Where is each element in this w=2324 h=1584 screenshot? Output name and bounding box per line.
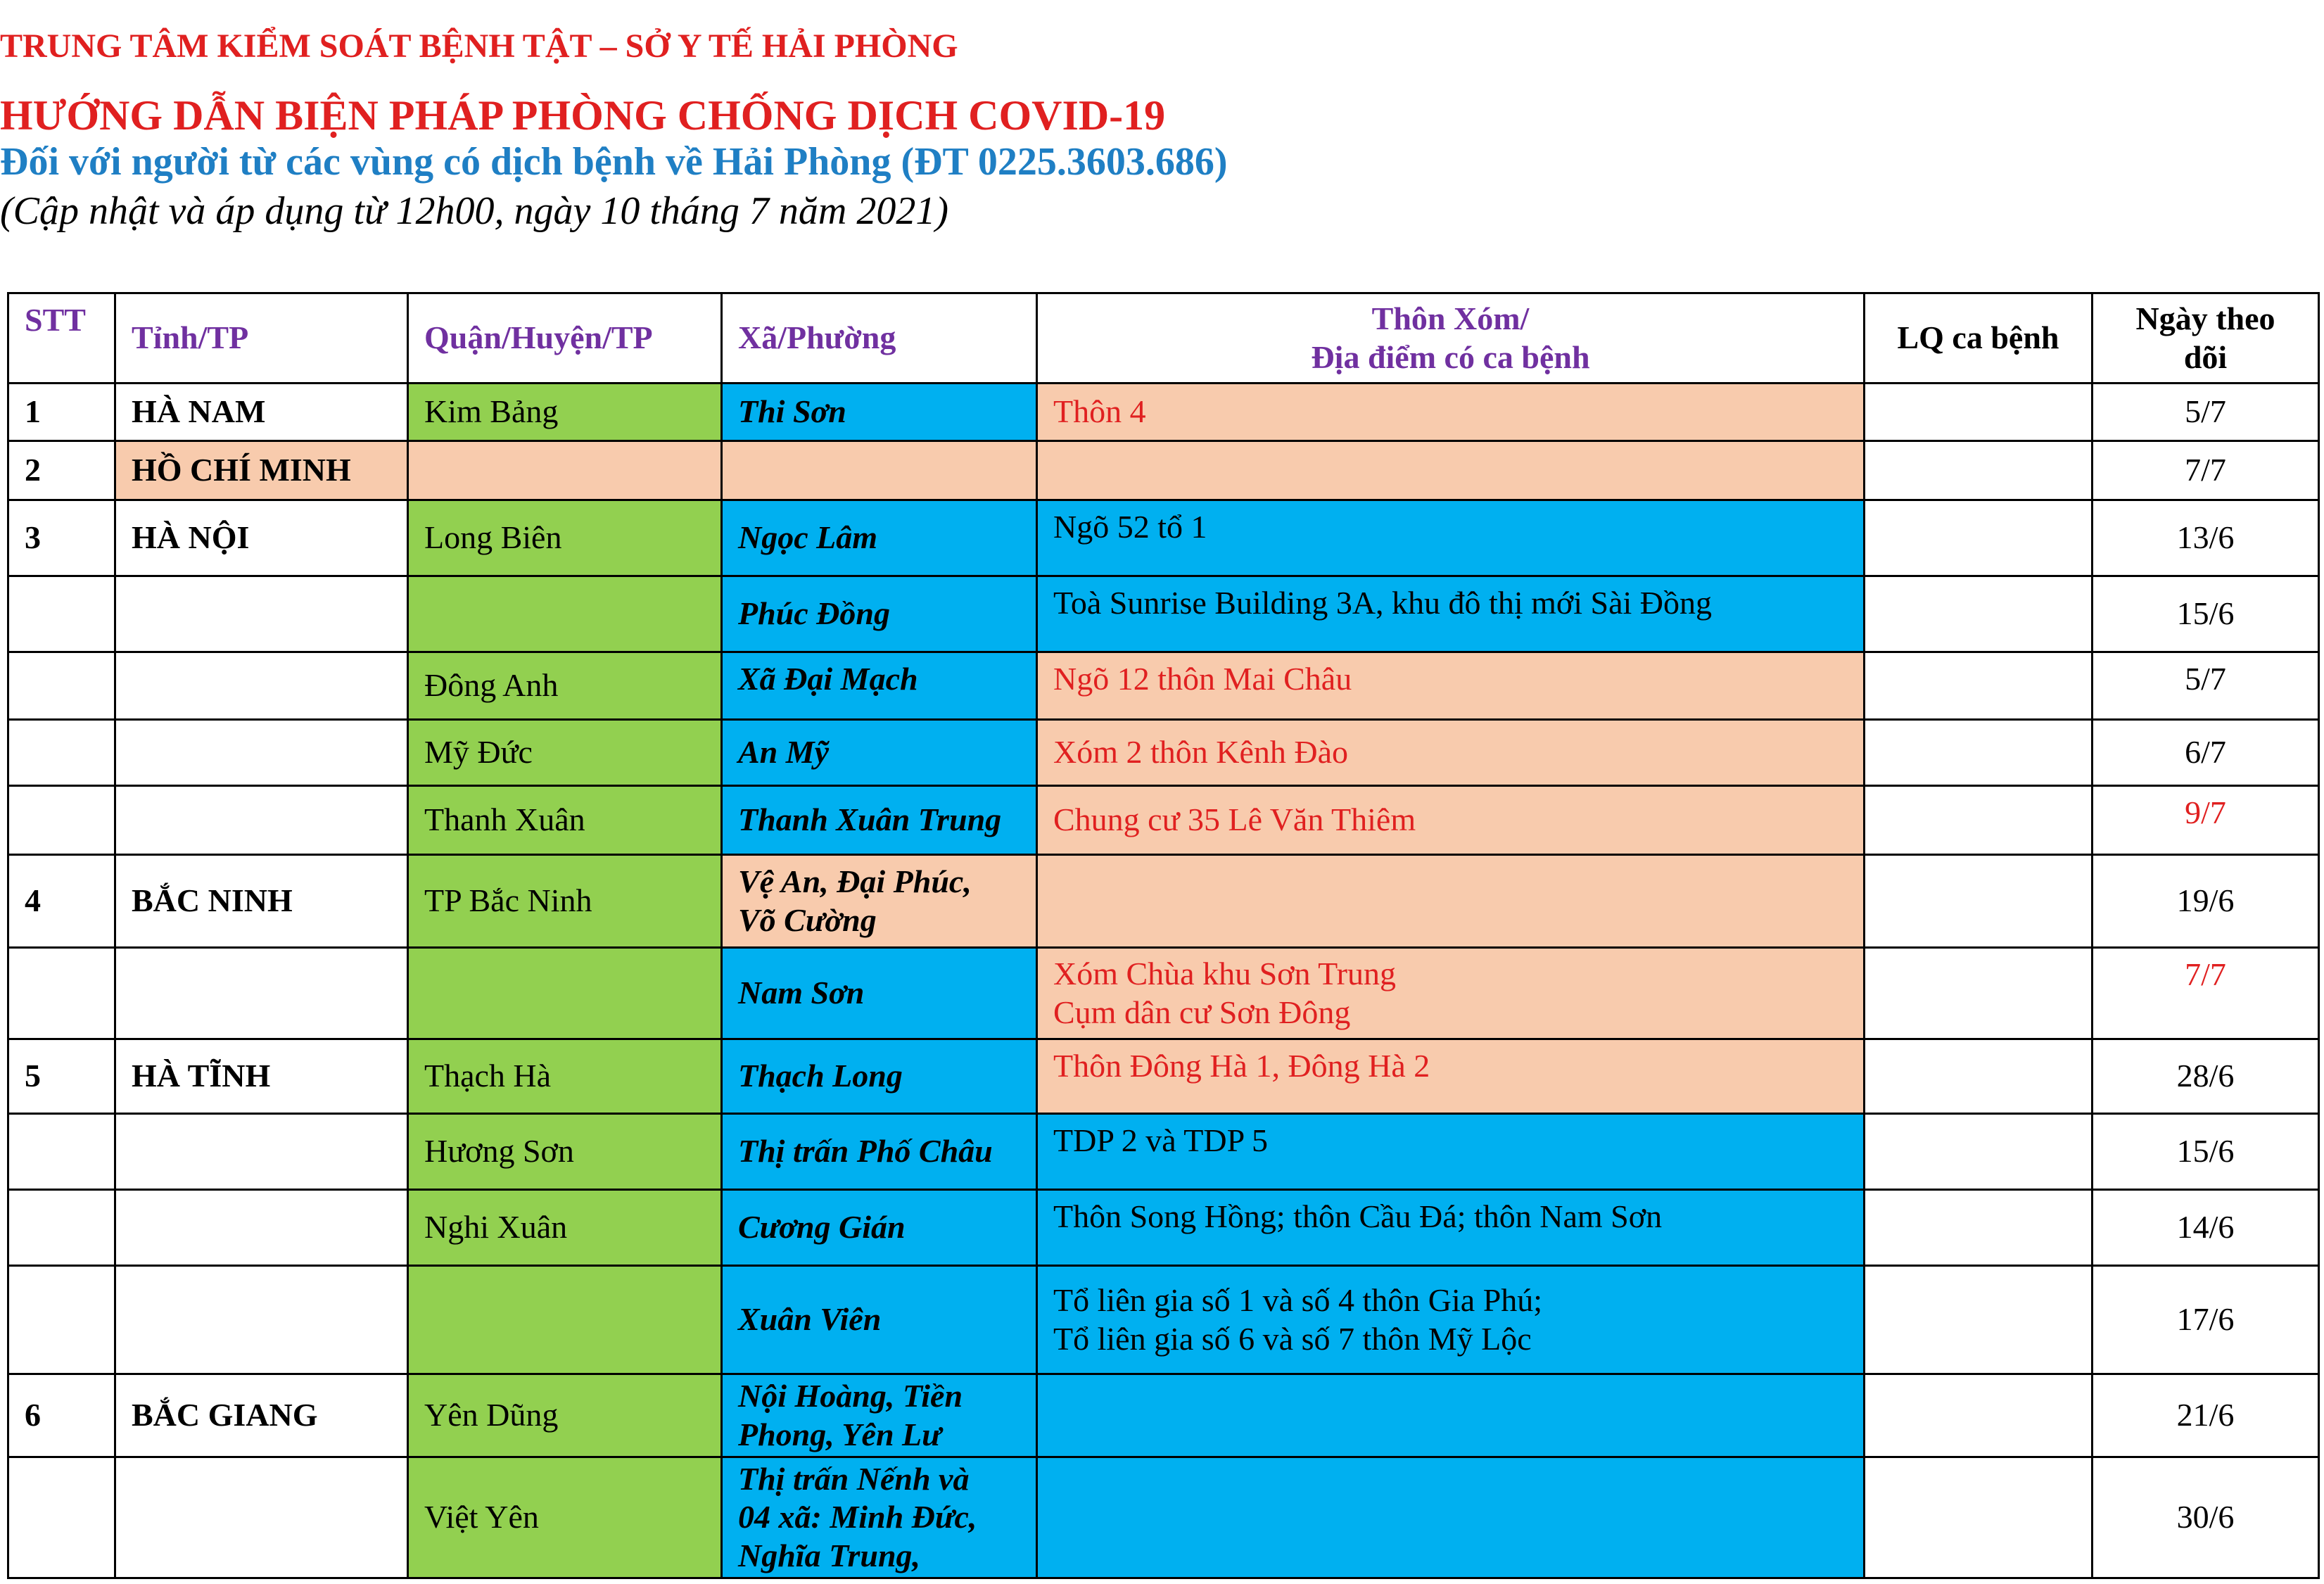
related-cell: [1865, 1374, 2093, 1457]
col-stt-header: STT: [8, 293, 115, 384]
stt-cell: [8, 652, 115, 720]
location-cell: Ngõ 12 thôn Mai Châu: [1037, 652, 1865, 720]
location-cell: Thôn Đông Hà 1, Đông Hà 2: [1037, 1039, 1865, 1114]
province-cell: [115, 652, 408, 720]
province-cell: HỒ CHÍ MINH: [115, 441, 408, 500]
update-note: (Cập nhật và áp dụng từ 12h00, ngày 10 tháng 7 năm 2021): [0, 189, 949, 233]
ward-cell: Thạch Long: [722, 1039, 1037, 1114]
agency-name: TRUNG TÂM KIỂM SOÁT BỆNH TẬT – SỞ Y TẾ HẢI PHÒNG: [0, 27, 958, 65]
ward-line: Thị trấn Nếnh và: [738, 1461, 970, 1497]
ward-cell: Thị trấn Phố Châu: [722, 1114, 1037, 1190]
location-cell: [1037, 855, 1865, 948]
related-cell: [1865, 786, 2093, 855]
ward-cell: Phúc Đồng: [722, 576, 1037, 652]
table-row: [8, 855, 2319, 948]
table-header-row: [8, 293, 2319, 384]
col-related-header: LQ ca bệnh: [1865, 293, 2093, 384]
ward-cell: Thanh Xuân Trung: [722, 786, 1037, 855]
province-cell: [115, 1114, 408, 1190]
col-district-header: Quận/Huyện/TP: [408, 293, 722, 384]
table-row: [8, 786, 2319, 855]
district-cell: Yên Dũng: [408, 1374, 722, 1457]
ward-cell: Cương Gián: [722, 1190, 1037, 1266]
stt-cell: [8, 720, 115, 786]
stt-cell: [8, 1457, 115, 1578]
ward-line: Nội Hoàng, Tiền: [738, 1378, 963, 1414]
ward-cell: Thi Sơn: [722, 384, 1037, 441]
district-cell: Mỹ Đức: [408, 720, 722, 786]
stt-cell: [8, 1266, 115, 1374]
district-cell: Việt Yên: [408, 1457, 722, 1578]
district-cell: [408, 576, 722, 652]
date-cell: 17/6: [2093, 1266, 2319, 1374]
district-cell: TP Bắc Ninh: [408, 855, 722, 948]
stt-cell: [8, 576, 115, 652]
date-cell: 7/7: [2093, 948, 2319, 1039]
table-row: [8, 720, 2319, 786]
ward-cell: Xuân Viên: [722, 1266, 1037, 1374]
province-cell: [115, 576, 408, 652]
table-row: [8, 384, 2319, 441]
district-cell: [408, 1266, 722, 1374]
col-province-header: Tỉnh/TP: [115, 293, 408, 384]
province-cell: HÀ NỘI: [115, 500, 408, 576]
location-cell: [1037, 441, 1865, 500]
ward-line: Phong, Yên Lư: [738, 1416, 941, 1452]
date-cell: 5/7: [2093, 384, 2319, 441]
date-cell: 21/6: [2093, 1374, 2319, 1457]
district-cell: Thạch Hà: [408, 1039, 722, 1114]
stt-cell: 5: [8, 1039, 115, 1114]
district-cell: Thanh Xuân: [408, 786, 722, 855]
related-cell: [1865, 1039, 2093, 1114]
province-cell: HÀ TĨNH: [115, 1039, 408, 1114]
ward-cell: Nam Sơn: [722, 948, 1037, 1039]
stt-cell: 6: [8, 1374, 115, 1457]
date-cell: 9/7: [2093, 786, 2319, 855]
district-cell: [408, 441, 722, 500]
ward-line: Vệ An, Đại Phúc,: [738, 863, 972, 900]
table-row: [8, 948, 2319, 1039]
location-cell: TDP 2 và TDP 5: [1037, 1114, 1865, 1190]
table-row: [8, 1039, 2319, 1114]
ward-line: 04 xã: Minh Đức,: [738, 1499, 977, 1535]
table-row: [8, 1374, 2319, 1457]
province-cell: [115, 786, 408, 855]
province-cell: HÀ NAM: [115, 384, 408, 441]
col-location-header-line1: Thôn Xóm/: [1371, 300, 1530, 337]
district-cell: Đông Anh: [408, 652, 722, 720]
col-location-header-line2: Địa điểm có ca bệnh: [1311, 338, 1590, 375]
date-cell: 30/6: [2093, 1457, 2319, 1578]
location-cell: Thôn 4: [1037, 384, 1865, 441]
ward-line: Võ Cường: [738, 901, 877, 938]
province-cell: [115, 1457, 408, 1578]
table-row: [8, 500, 2319, 576]
district-cell: Kim Bảng: [408, 384, 722, 441]
date-cell: 14/6: [2093, 1190, 2319, 1266]
ward-cell: An Mỹ: [722, 720, 1037, 786]
province-cell: [115, 1266, 408, 1374]
table-row: [8, 1190, 2319, 1266]
district-cell: Hương Sơn: [408, 1114, 722, 1190]
date-cell: 15/6: [2093, 576, 2319, 652]
related-cell: [1865, 576, 2093, 652]
related-cell: [1865, 1114, 2093, 1190]
district-cell: [408, 948, 722, 1039]
date-cell: 5/7: [2093, 652, 2319, 720]
table-row: [8, 576, 2319, 652]
related-cell: [1865, 948, 2093, 1039]
table-row: [8, 1114, 2319, 1190]
province-cell: [115, 948, 408, 1039]
location-line: Xóm Chùa khu Sơn Trung: [1053, 956, 1396, 992]
date-cell: 15/6: [2093, 1114, 2319, 1190]
province-cell: BẮC GIANG: [115, 1374, 408, 1457]
table-row: [8, 441, 2319, 500]
province-cell: BẮC NINH: [115, 855, 408, 948]
stt-cell: 3: [8, 500, 115, 576]
related-cell: [1865, 500, 2093, 576]
stt-cell: 4: [8, 855, 115, 948]
stt-cell: 2: [8, 441, 115, 500]
ward-cell: [722, 855, 1037, 948]
ward-cell: Xã Đại Mạch: [722, 652, 1037, 720]
related-cell: [1865, 720, 2093, 786]
location-line: Tổ liên gia số 6 và số 7 thôn Mỹ Lộc: [1053, 1320, 1532, 1357]
location-cell: [1037, 1457, 1865, 1578]
location-cell: Xóm 2 thôn Kênh Đào: [1037, 720, 1865, 786]
table-row: [8, 652, 2319, 720]
location-cell: Toà Sunrise Building 3A, khu đô thị mới Sài Đồng: [1037, 576, 1865, 652]
date-cell: 7/7: [2093, 441, 2319, 500]
related-cell: [1865, 855, 2093, 948]
table-row: [8, 1457, 2319, 1578]
location-line: Tổ liên gia số 1 và số 4 thôn Gia Phú;: [1053, 1282, 1543, 1319]
province-cell: [115, 720, 408, 786]
location-cell: Chung cư 35 Lê Văn Thiêm: [1037, 786, 1865, 855]
document-subtitle: Đối với người từ các vùng có dịch bệnh về Hải Phòng (ĐT 0225.3603.686): [0, 140, 1228, 184]
location-cell: [1037, 1266, 1865, 1374]
col-date-header-line2: dõi: [2183, 338, 2228, 375]
ward-cell: [722, 441, 1037, 500]
related-cell: [1865, 1190, 2093, 1266]
stt-cell: 1: [8, 384, 115, 441]
related-cell: [1865, 1266, 2093, 1374]
location-line: Cụm dân cư Sơn Đông: [1053, 994, 1351, 1030]
col-date-header-line1: Ngày theo: [2135, 300, 2275, 337]
col-date-header: [2093, 293, 2319, 384]
col-ward-header: Xã/Phường: [722, 293, 1037, 384]
outbreak-table: [7, 292, 2320, 1579]
province-cell: [115, 1190, 408, 1266]
col-location-header: [1037, 293, 1865, 384]
date-cell: 6/7: [2093, 720, 2319, 786]
district-cell: Long Biên: [408, 500, 722, 576]
location-cell: Thôn Song Hồng; thôn Cầu Đá; thôn Nam Sơn: [1037, 1190, 1865, 1266]
stt-cell: [8, 1190, 115, 1266]
ward-cell: [722, 1374, 1037, 1457]
related-cell: [1865, 652, 2093, 720]
related-cell: [1865, 384, 2093, 441]
document-title: HƯỚNG DẪN BIỆN PHÁP PHÒNG CHỐNG DỊCH COVID-19: [0, 92, 1166, 139]
related-cell: [1865, 1457, 2093, 1578]
stt-cell: [8, 1114, 115, 1190]
ward-cell: [722, 1457, 1037, 1578]
date-cell: 19/6: [2093, 855, 2319, 948]
location-cell: [1037, 1374, 1865, 1457]
stt-cell: [8, 786, 115, 855]
table-row: [8, 1266, 2319, 1374]
stt-cell: [8, 948, 115, 1039]
related-cell: [1865, 441, 2093, 500]
ward-cell: Ngọc Lâm: [722, 500, 1037, 576]
ward-line: Nghĩa Trung,: [738, 1537, 921, 1573]
location-cell: Ngõ 52 tổ 1: [1037, 500, 1865, 576]
date-cell: 28/6: [2093, 1039, 2319, 1114]
location-cell: [1037, 948, 1865, 1039]
date-cell: 13/6: [2093, 500, 2319, 576]
district-cell: Nghi Xuân: [408, 1190, 722, 1266]
